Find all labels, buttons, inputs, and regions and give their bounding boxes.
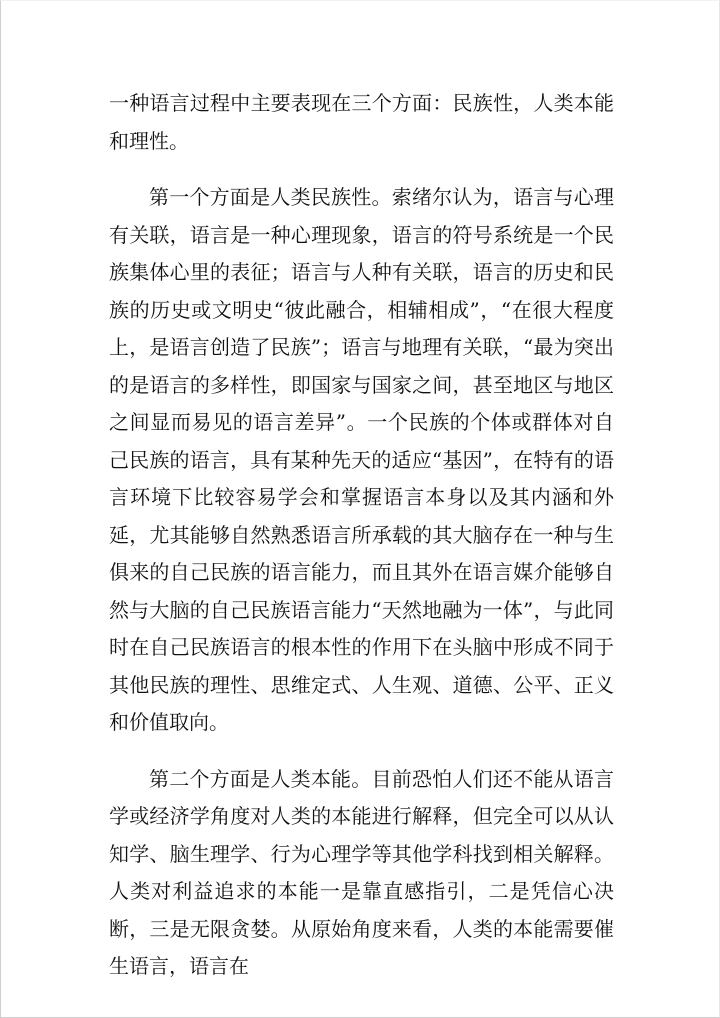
paragraph-ethnicity: 第一个方面是人类民族性。索绪尔认为，语言与心理有关联，语言是一种心理现象，语言的符号系统是一个民族集体心里的表征；语言与人种有关联，语言的历史和民族的历史或文明史“彼此融合，相辅相成”，“在很大程度上，是语言创造了民族”；语言与地理有关联，“最为突出的是语言的多样性，即国家与国家之间，甚至地区与地区之间显而易见的语言差异”。一个民族的个体或群体对自己民族的语言，具有某种先天的适应“基因”，在特有的语言环境下比较容易学会和掌握语言本身以及其内涵和外延，尤其能够自然熟悉语言所承载的其大脑存在一种与生俱来的自己民族的语言能力，而且其外在语言媒介能够自然与大脑的自己民族语言能力“天然地融为一体”，与此同时在自己民族语言的根本性的作用下在头脑中形成不同于其他民族的理性、思维定式、人生观、道德、公平、正义和价值取向。 xyxy=(109,185,614,734)
paragraph-gap xyxy=(109,160,614,179)
document-body xyxy=(109,85,614,986)
paragraph-instinct: 第二个方面是人类本能。目前恐怕人们还不能从语言学或经济学角度对人类的本能进行解释，但完全可以从认知学、脑生理学、行为心理学等其他学科找到相关解释。人类对利益追求的本能一是靠直感指引，二是凭信心决断，三是无限贪婪。从原始角度来看，人类的本能需要催生语言，语言在 xyxy=(109,766,614,978)
paragraph-gap xyxy=(109,742,614,761)
paragraph-intro: 一种语言过程中主要表现在三个方面：民族性，人类本能和理性。 xyxy=(109,91,614,153)
